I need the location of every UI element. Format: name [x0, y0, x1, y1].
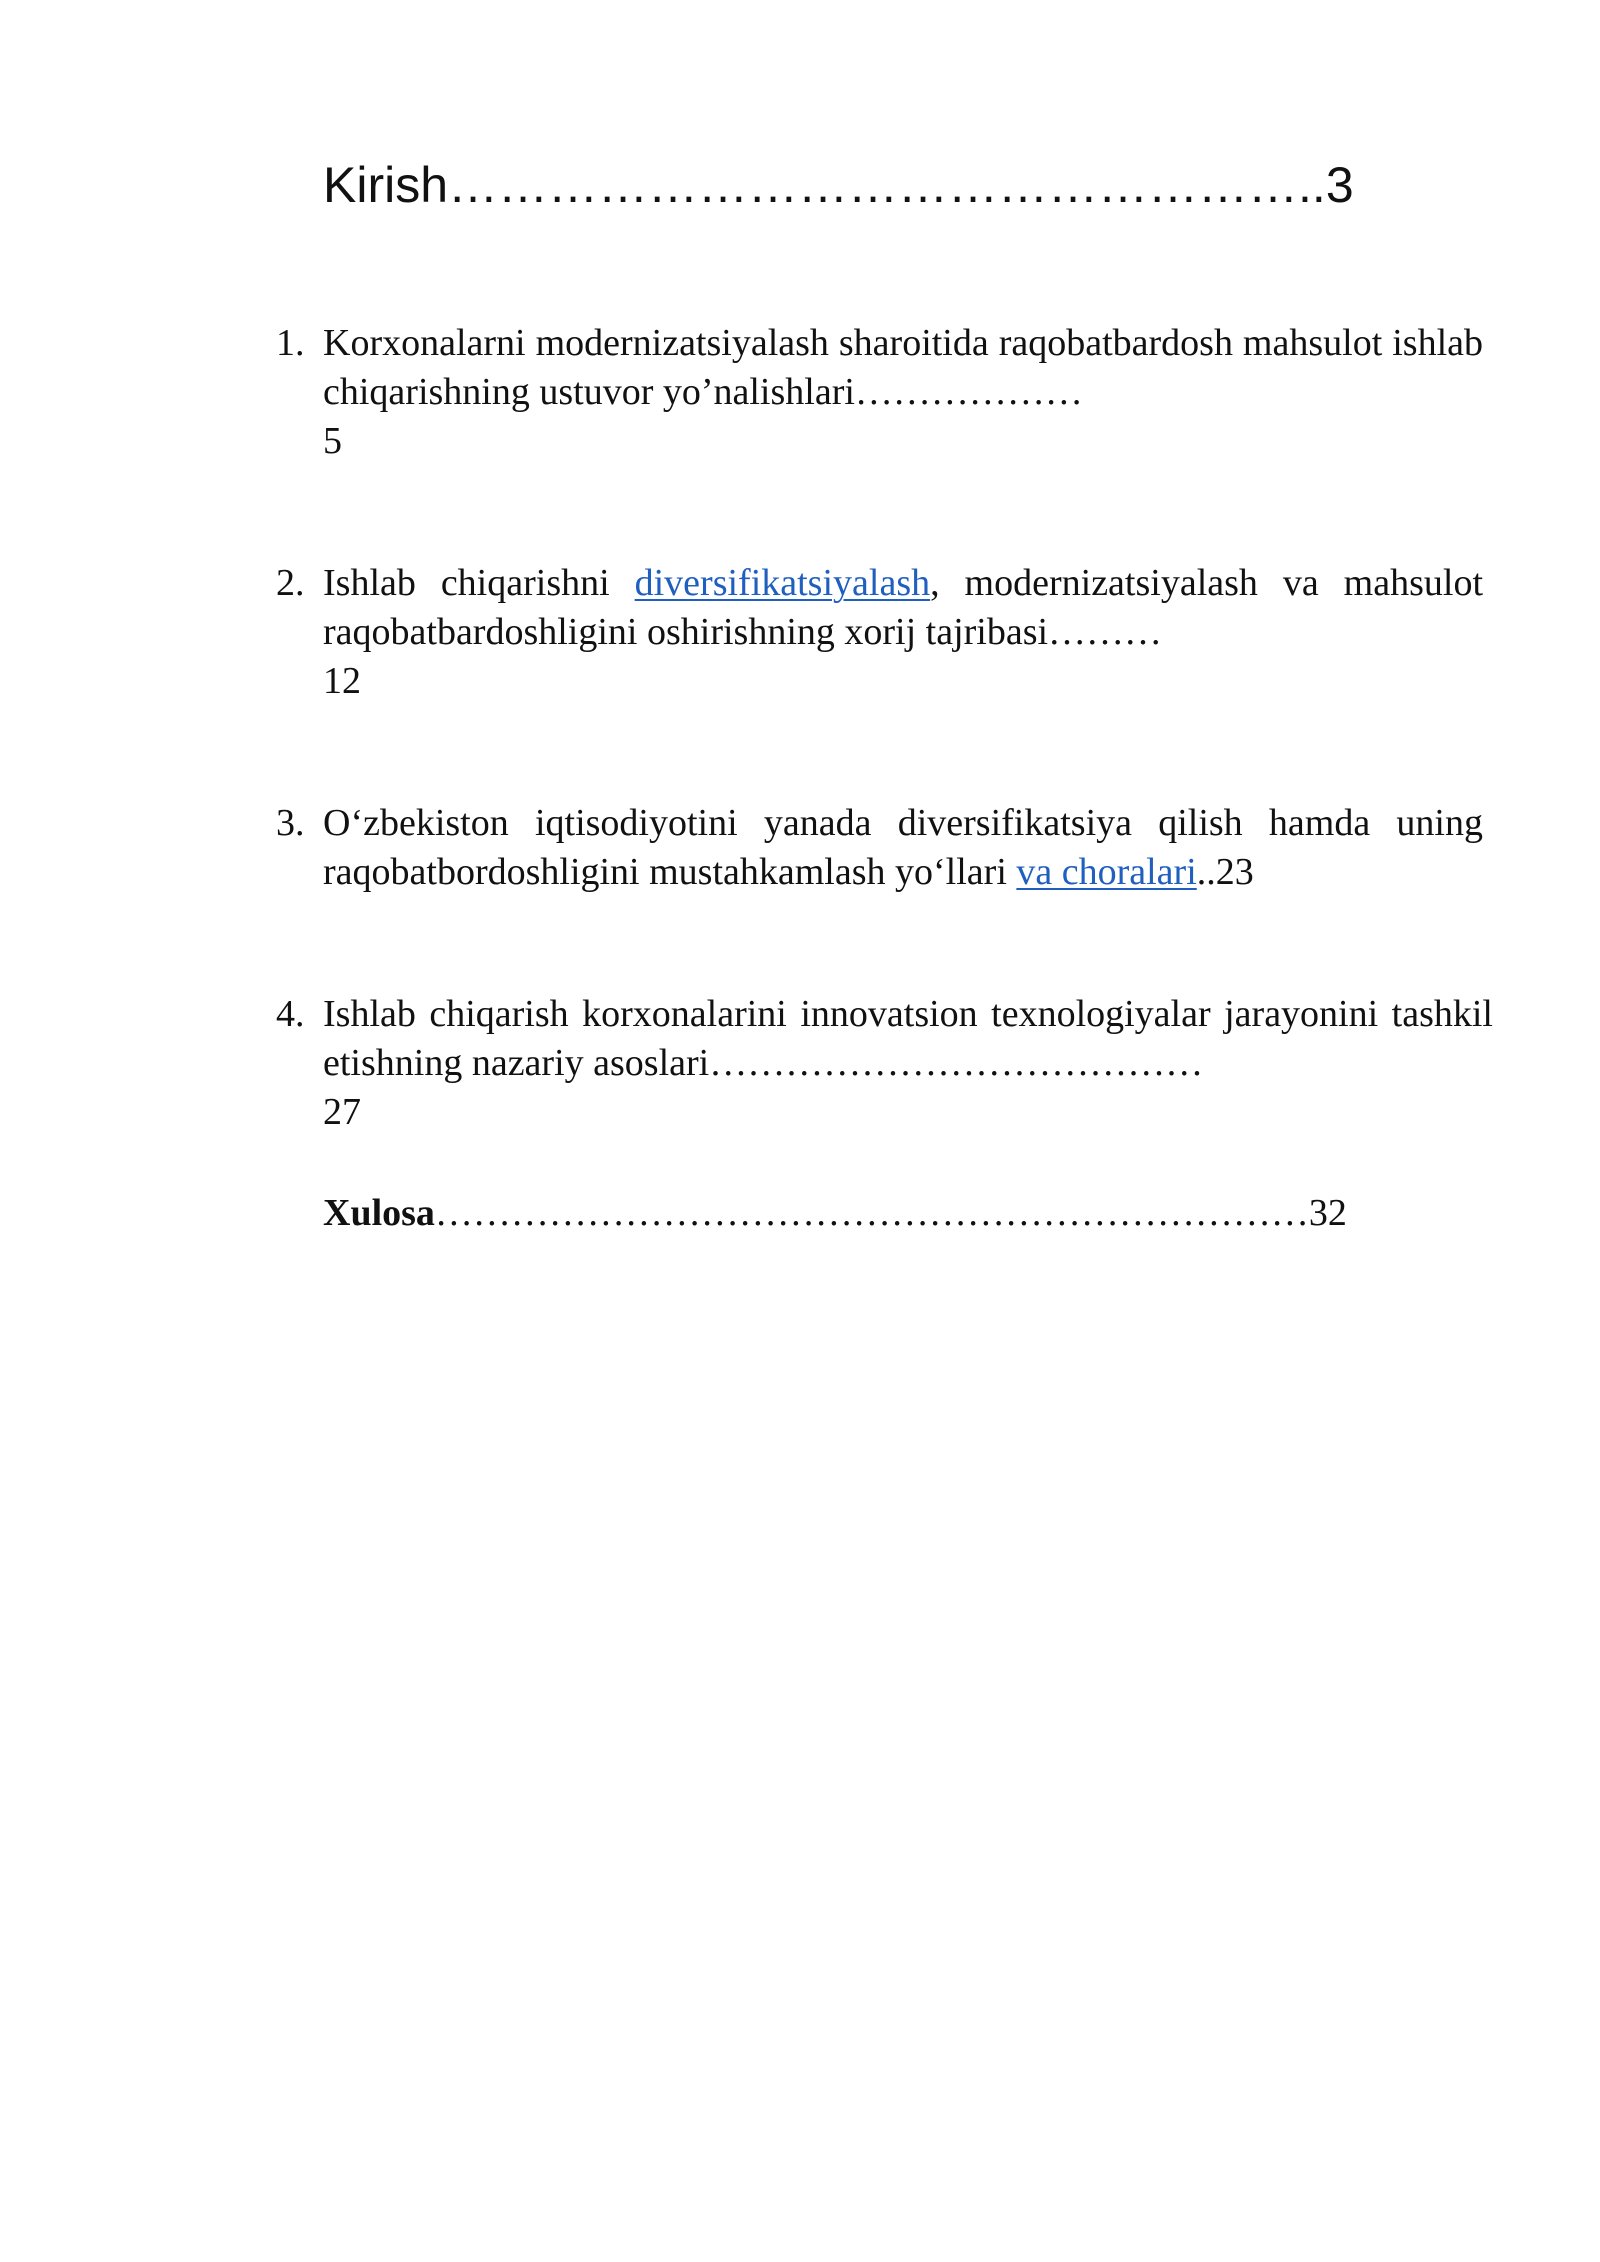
toc-entry-title-end: , modernizatsiyalash va mahsulot raqobatbardoshligini oshirishning xorij tajribasi………: [323, 562, 1484, 653]
intro-label: Kirish: [323, 157, 449, 213]
toc-entry-introduction[interactable]: [323, 155, 1354, 215]
toc-entry-text: [323, 319, 1483, 466]
conclusion-page-number: 32: [1308, 1192, 1347, 1234]
toc-entry-number: 2.: [276, 562, 305, 604]
hyperlink-diversifikatsiyalash[interactable]: diversifikatsiyalash: [634, 562, 931, 604]
toc-entry-title-start: O‘zbekiston iqtisodiyotini yanada diversifikatsiya qilish hamda uning raqobatbordoshligini mustahkamlash yo‘llari: [323, 802, 1483, 893]
toc-entry-4[interactable]: [270, 990, 1493, 1137]
toc-entry-title: Ishlab chiqarish korxonalarini innovatsion texnologiyalar jarayonini tashkil etishning nazariy asoslari…………………………………: [323, 993, 1493, 1084]
toc-entry-number: 3.: [276, 802, 305, 844]
intro-page-number: 3: [1325, 157, 1354, 213]
conclusion-label: Xulosa: [323, 1192, 435, 1234]
toc-entry-text: [323, 799, 1483, 897]
toc-entry-text: [323, 559, 1483, 706]
toc-entry-page-number: 23: [1215, 851, 1254, 893]
toc-entry-3[interactable]: [270, 799, 1485, 897]
toc-entry-page-number: 12: [323, 660, 361, 702]
toc-entry-number: 4.: [276, 993, 305, 1035]
toc-entry-number: 1.: [276, 322, 305, 364]
hyperlink-va-choralari[interactable]: va choralari: [1016, 851, 1197, 893]
conclusion-dot-leader: ……………………………………………………………: [434, 1192, 1309, 1234]
toc-entry-1[interactable]: [270, 319, 1485, 466]
toc-entry-2[interactable]: [270, 559, 1485, 706]
toc-entry-page-number: 27: [323, 1091, 361, 1133]
toc-entry-title-start: Ishlab chiqarishni: [323, 562, 635, 604]
toc-entry-conclusion[interactable]: [323, 1189, 1347, 1238]
toc-entry-title-end: ..: [1196, 851, 1216, 893]
toc-entry-title: Korxonalarni modernizatsiyalash sharoitida raqobatbardosh mahsulot ishlab chiqarishning ustuvor yo’nalishlari………………: [323, 322, 1483, 413]
toc-entry-page-number: 5: [323, 420, 342, 462]
toc-entry-text: [323, 990, 1493, 1137]
intro-dot-leader: ……………………………………………..: [448, 157, 1326, 213]
